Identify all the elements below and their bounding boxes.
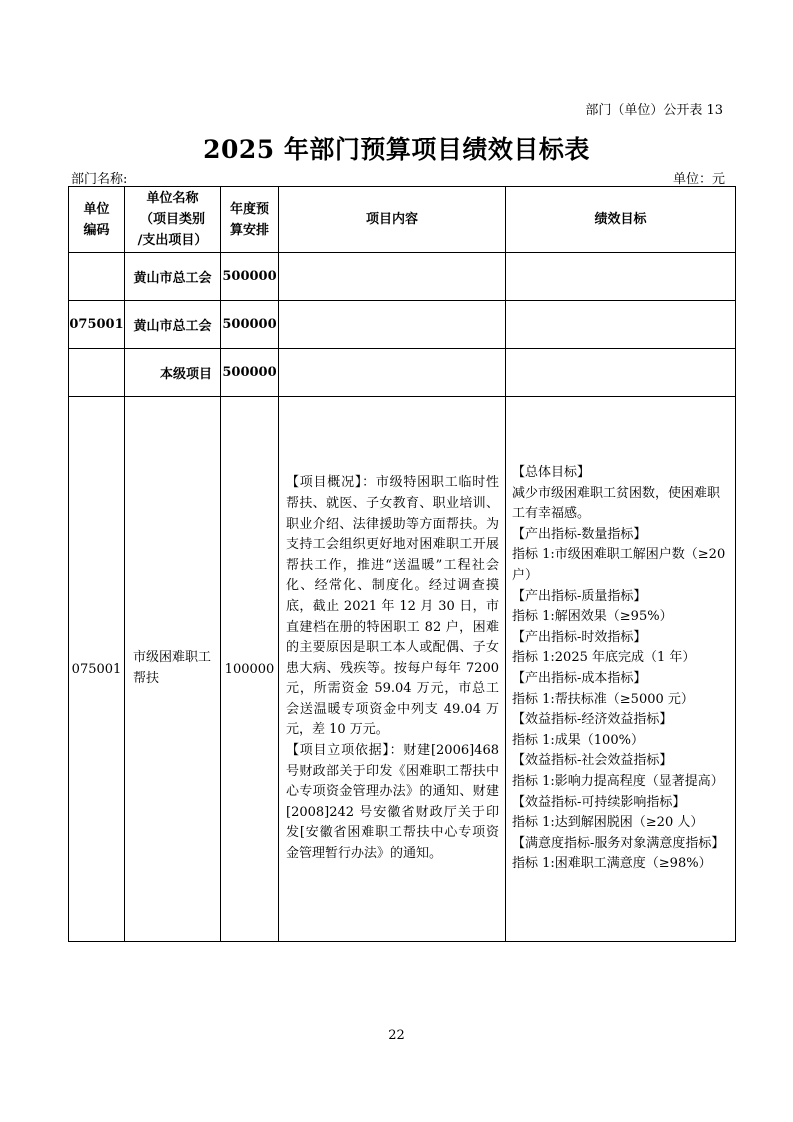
cell-name: 本级项目 — [125, 349, 221, 397]
target-line: 指标 1:达到解困脱困（≥20 人） — [512, 815, 704, 831]
header-name: 单位名称 （项目类别 /支出项目） — [125, 187, 221, 253]
target-line: 【产出指标-时效指标】 — [512, 629, 647, 645]
page-label: 部门（单位）公开表 13 — [585, 103, 723, 118]
page-title: 2025 年部门预算项目绩效目标表 — [203, 135, 590, 164]
content-basis: 【项目立项依据】：财建[2006]468号财政部关于印发《困难职工帮扶中心专项资金管理办法》的通知、财建[2008]242 号安徽省财政厅关于印发[安徽省困难职工帮扶中心专项资金管理暂行办法》的通知。 — [286, 743, 499, 862]
table-row-detail — [69, 397, 736, 942]
target-line: 【总体目标】 — [512, 465, 591, 481]
cell-target — [506, 397, 736, 942]
cell-name: 市级困难职工帮扶 — [125, 397, 221, 942]
dept-name-label: 部门名称: — [71, 172, 128, 187]
cell-content — [279, 253, 506, 301]
cell-budget: 500000 — [221, 301, 279, 349]
cell-content — [279, 349, 506, 397]
table-row — [69, 301, 736, 349]
cell-name: 黄山市总工会 — [125, 301, 221, 349]
performance-target-table — [68, 186, 736, 942]
target-line: 指标 1:成果（100%） — [512, 732, 644, 748]
target-line: 【满意度指标-服务对象满意度指标】 — [512, 835, 725, 851]
target-line: 减少市级困难职工贫困数，使困难职工有幸福感。 — [512, 485, 721, 522]
cell-code — [69, 349, 125, 397]
table-row — [69, 349, 736, 397]
cell-budget: 500000 — [221, 253, 279, 301]
target-line: 指标 1:2025 年底完成（1 年） — [512, 650, 696, 666]
target-line: 指标 1:市级困难职工解困户数（≥20户） — [512, 547, 726, 584]
target-line: 指标 1:困难职工满意度（≥98%） — [512, 856, 712, 872]
cell-name: 黄山市总工会 — [125, 253, 221, 301]
target-line: 指标 1:帮扶标准（≥5000 元） — [512, 691, 694, 707]
cell-code — [69, 253, 125, 301]
header-target: 绩效目标 — [506, 187, 736, 253]
target-line: 【产出指标-质量指标】 — [512, 588, 647, 604]
header-code: 单位 编码 — [69, 187, 125, 253]
cell-code: 075001 — [69, 301, 125, 349]
target-line: 【产出指标-成本指标】 — [512, 671, 647, 686]
cell-code: 075001 — [69, 397, 125, 942]
header-content: 项目内容 — [279, 187, 506, 253]
cell-target — [506, 253, 736, 301]
page-number: 22 — [388, 1028, 405, 1043]
cell-content — [279, 301, 506, 349]
cell-budget: 100000 — [221, 397, 279, 942]
target-line: 指标 1:影响力提高程度（显著提高） — [512, 773, 724, 789]
target-line: 【产出指标-数量指标】 — [512, 526, 647, 542]
cell-budget: 500000 — [221, 349, 279, 397]
header-budget: 年度预 算安排 — [221, 187, 279, 253]
cell-content — [279, 397, 506, 942]
unit-label: 单位：元 — [672, 172, 725, 187]
table-header-row — [69, 187, 736, 253]
target-line: 【效益指标-可持续影响指标】 — [512, 794, 686, 810]
cell-target — [506, 349, 736, 397]
target-line: 【效益指标-社会效益指标】 — [512, 753, 673, 769]
target-line: 【效益指标-经济效益指标】 — [512, 712, 673, 728]
table-row — [69, 253, 736, 301]
cell-target — [506, 301, 736, 349]
target-line: 指标 1:解困效果（≥95%） — [512, 609, 673, 625]
content-overview: 【项目概况】：市级特困职工临时性帮扶、就医、子女教育、职业培训、职业介绍、法律援助等方面帮扶。为支持工会组织更好地对困难职工开展帮扶工作，推进“送温暖”工程社会化、经常化、制度化。经过调查摸底，截止 2021 年 12 月 30 日，市直建档在册的特困职工 82 户，困难的主要原因是职工本人或配偶、子女患大病、残疾等。按每户每年 7200 元，所需资金 59.04 万元，市总工会送温暖专项资金中列支 49.04 万元，差 10 万元。 — [286, 475, 499, 738]
